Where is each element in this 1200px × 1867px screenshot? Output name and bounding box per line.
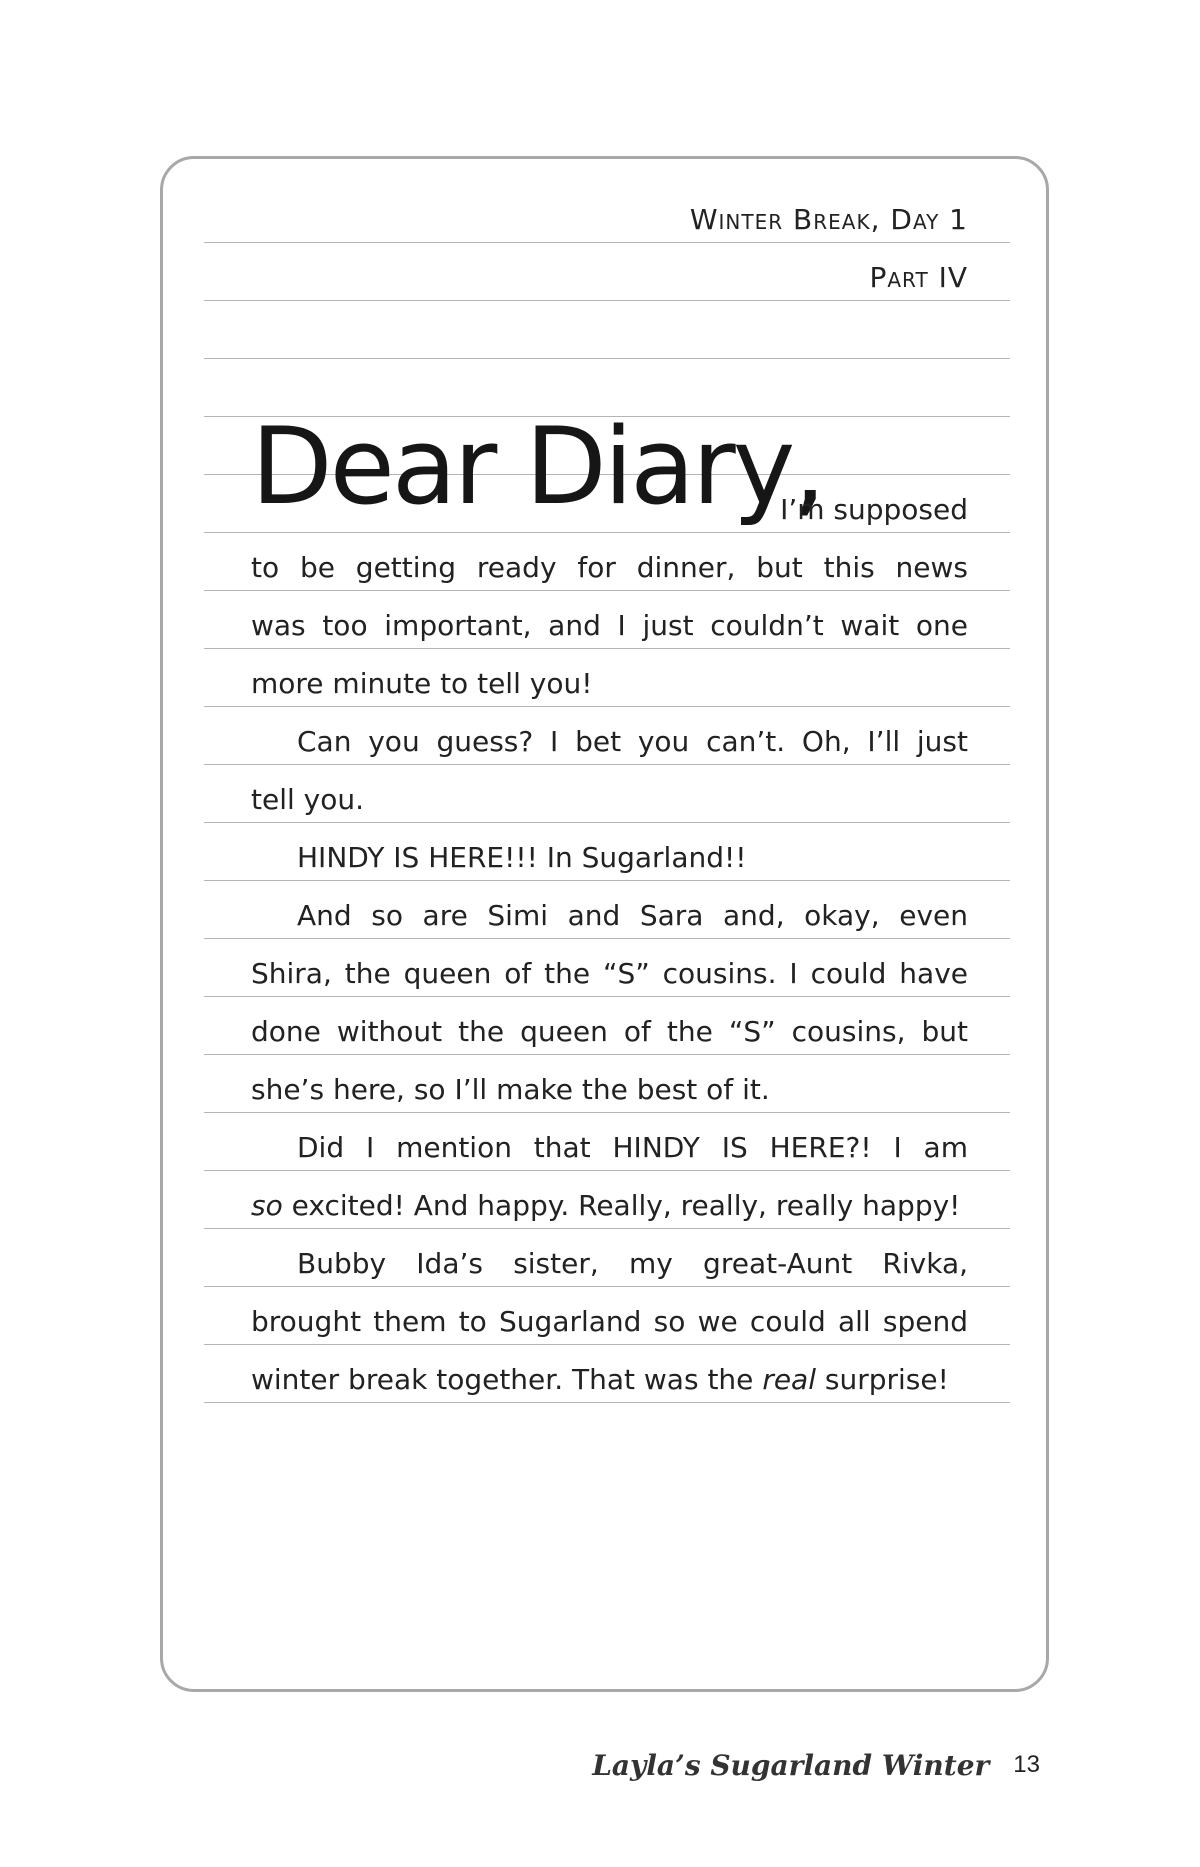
page-footer bbox=[592, 1735, 1040, 1795]
diary-line: done without the queen of the “S” cousins, but bbox=[251, 1015, 968, 1048]
diary-line-text: surprise! bbox=[816, 1363, 949, 1396]
diary-line: tell you. bbox=[251, 783, 365, 816]
ruled-line bbox=[204, 1344, 1010, 1345]
diary-line-text: winter break together. That was the bbox=[251, 1363, 763, 1396]
diary-line: And so are Simi and Sara and, okay, even bbox=[297, 899, 968, 932]
ruled-line bbox=[204, 996, 1010, 997]
ruled-line bbox=[204, 358, 1010, 359]
ruled-line bbox=[204, 648, 1010, 649]
diary-line bbox=[251, 1358, 968, 1402]
entry-part: Part IV bbox=[869, 261, 968, 294]
book-title: Layla’s Sugarland Winter bbox=[592, 1748, 990, 1782]
ruled-line bbox=[204, 880, 1010, 881]
diary-line: Shira, the queen of the “S” cousins. I could have bbox=[251, 957, 968, 990]
diary-line: HINDY IS HERE!!! In Sugarland!! bbox=[297, 841, 747, 874]
ruled-line bbox=[204, 764, 1010, 765]
diary-line: Did I mention that HINDY IS HERE?! I am bbox=[297, 1131, 968, 1164]
ruled-line bbox=[204, 242, 1010, 243]
ruled-line bbox=[204, 1054, 1010, 1055]
diary-line-text: excited! And happy. Really, really, really happy! bbox=[291, 1189, 961, 1222]
diary-line: Bubby Ida’s sister, my great-Aunt Rivka, bbox=[297, 1247, 968, 1280]
diary-line: Can you guess? I bet you can’t. Oh, I’ll just bbox=[297, 725, 968, 758]
ruled-line bbox=[204, 706, 1010, 707]
diary-page-card bbox=[160, 156, 1049, 1692]
ruled-line bbox=[204, 590, 1010, 591]
emphasis-word: real bbox=[762, 1363, 816, 1396]
ruled-line bbox=[204, 1112, 1010, 1113]
ruled-line bbox=[204, 1170, 1010, 1171]
entry-date: Winter Break, Day 1 bbox=[689, 203, 968, 236]
diary-line: more minute to tell you! bbox=[251, 667, 593, 700]
ruled-line bbox=[204, 822, 1010, 823]
ruled-line bbox=[204, 300, 1010, 301]
ruled-line bbox=[204, 938, 1010, 939]
diary-line: to be getting ready for dinner, but this news bbox=[251, 551, 968, 584]
diary-line: brought them to Sugarland so we could all spend bbox=[251, 1305, 968, 1338]
diary-line: I’m supposed bbox=[780, 493, 968, 526]
diary-line: she’s here, so I’ll make the best of it. bbox=[251, 1073, 770, 1106]
diary-line: was too important, and I just couldn’t wait one bbox=[251, 609, 968, 642]
ruled-line bbox=[204, 1286, 1010, 1287]
ruled-line bbox=[204, 1402, 1010, 1403]
emphasis-word: so bbox=[251, 1189, 283, 1222]
diary-line bbox=[251, 1184, 968, 1228]
salutation: Dear Diary, bbox=[251, 405, 824, 528]
ruled-line bbox=[204, 1228, 1010, 1229]
page-number: 13 bbox=[1013, 1751, 1040, 1778]
